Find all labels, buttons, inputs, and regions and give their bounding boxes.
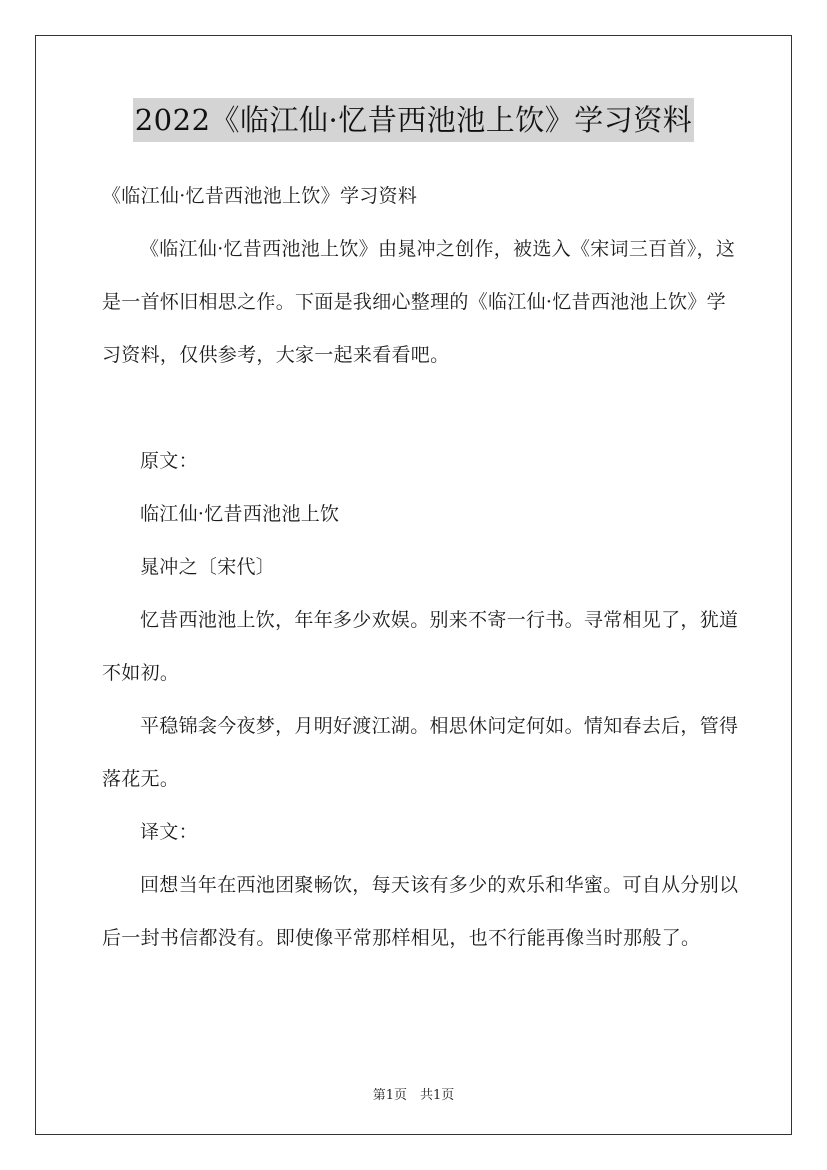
poem-stanza-2: 平稳锦衾今夜梦，月明好渡江湖。相思休问定何如。情知春去后，管得落花无。 <box>102 715 739 790</box>
translation-paragraph-1: 回想当年在西池团聚畅饮，每天该有多少的欢乐和华蜜。可自从分别以后一封书信都没有。即使像平常那样相见，也不行能再像当时那般了。 <box>102 874 739 949</box>
intro-paragraph: 《临江仙·忆昔西池池上饮》由晁冲之创作，被选入《宋词三百首》，这是一首怀旧相思之作。下面是我细心整理的《临江仙·忆昔西池池上饮》学习资料，仅供参考，大家一起来看看吧。 <box>102 238 736 366</box>
document-body <box>102 170 742 965</box>
paragraph-spacer <box>102 382 742 435</box>
poem-author: 晁冲之〔宋代〕 <box>140 556 276 578</box>
poem-stanza-1: 忆昔西池池上饮，年年多少欢娱。别来不寄一行书。寻常相见了，犹道不如初。 <box>102 609 739 684</box>
poem-title: 临江仙·忆昔西池池上饮 <box>140 503 340 525</box>
title-container <box>0 98 827 142</box>
page-number: 第1页 共1页 <box>372 1088 455 1103</box>
translation-label: 译文： <box>140 821 198 843</box>
document-subtitle: 《临江仙·忆昔西池池上饮》学习资料 <box>102 185 418 207</box>
original-label: 原文： <box>140 450 198 472</box>
document-title: 2022《临江仙·忆昔西池池上饮》学习资料 <box>133 98 695 142</box>
page-footer <box>0 1084 827 1103</box>
